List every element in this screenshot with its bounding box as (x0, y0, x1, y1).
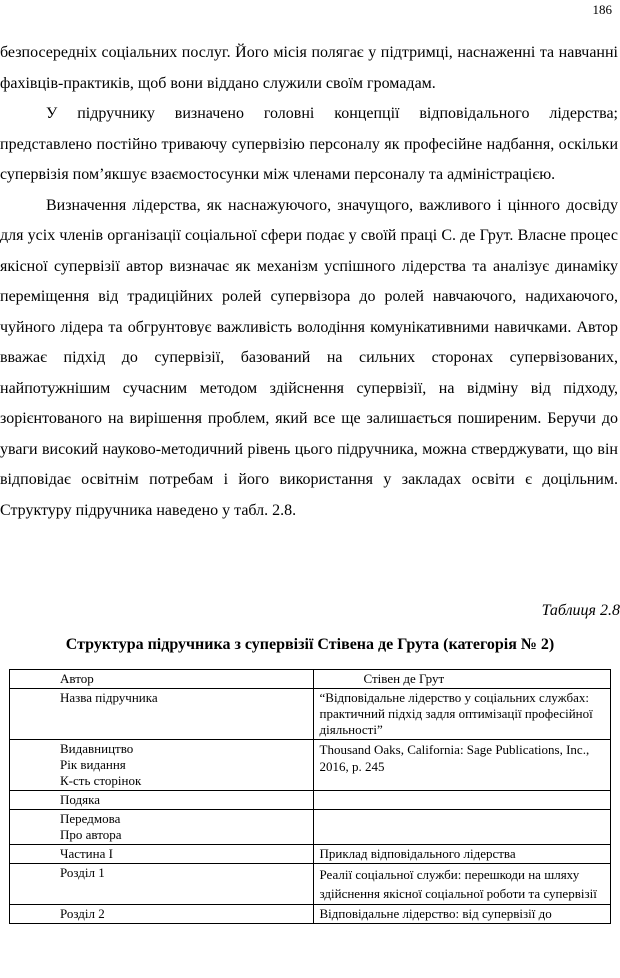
row-label: Видавництво (60, 741, 134, 756)
table-row (10, 689, 611, 740)
table-row (10, 905, 611, 924)
row-value: Реалії соціальної служби: перешкоди на шляху здійснення якісної соціальної роботи та супервізії (319, 867, 597, 901)
row-value: Thousand Oaks, California: Sage Publications, Inc., 2016, р. 245 (319, 742, 590, 774)
table-header-row (10, 670, 611, 689)
table-title: Структура підручника з супервізії Стівена де Грута (категорія № 2) (65, 636, 555, 653)
row-value: Відповідальне лідерство: від супервізії до (319, 906, 552, 921)
row-label: Про автора (60, 827, 122, 842)
row-value-cell (313, 689, 611, 740)
row-label: Розділ 2 (60, 906, 105, 921)
header-author-name: Стівен де Грут (313, 670, 611, 689)
row-value-cell (313, 845, 611, 864)
table-row (10, 791, 611, 810)
row-label: Передмова (60, 811, 121, 826)
row-label: Подяка (60, 792, 100, 807)
page-number: 186 (592, 2, 612, 17)
paragraph: безпосередніх соціальних послуг. Його місія полягає у підтримці, наснаженні та навчанні фахівців-практиків, щоб вони віддано служили своїм громадам. (0, 44, 618, 92)
row-value-cell (313, 905, 611, 924)
row-label: Рік видання (60, 757, 126, 772)
row-label: Частина І (60, 846, 113, 861)
row-value-cell (313, 810, 611, 845)
row-value: Приклад відповідального лідерства (319, 846, 516, 861)
table-caption: Таблиця 2.8 (541, 602, 620, 619)
row-label: Розділ 1 (60, 865, 105, 880)
body-text (0, 38, 618, 526)
table-row (10, 740, 611, 791)
paragraph: У підручнику визначено головні концепції відповідального лідерства; представлено постійно триваючу супервізію персоналу як професійне надбання, оскільки супервізія пом’якшує взаємостосунки між членами персоналу та адміністрацією. (0, 105, 618, 183)
row-value: “Відповідальне лідерство у соціальних службах: практичний підхід задля оптимізації професійної діяльності” (319, 690, 593, 737)
structure-table (9, 669, 611, 924)
row-label-cell (10, 810, 314, 845)
row-label-cell (10, 791, 314, 810)
table-row (10, 810, 611, 845)
row-label: Назва підручника (60, 690, 158, 705)
row-label-cell (10, 689, 314, 740)
header-author-label: Автор (10, 670, 314, 689)
row-value-cell (313, 791, 611, 810)
row-label-cell (10, 864, 314, 905)
row-label-cell (10, 740, 314, 791)
row-label-cell (10, 845, 314, 864)
row-label: К-сть сторінок (60, 773, 142, 788)
row-label-cell (10, 905, 314, 924)
paragraph: Визначення лідерства, як наснажуючого, значущого, важливого і цінного досвіду для усіх членів організації соціальної сфери подає у своїй праці С. де Грут. Власне процес якісної супервізії автор визначає як механізм успішного лідерства та аналізує динаміку переміщення від традиційних ролей супервізора до ролей навчаючого, надихаючого, чуйного лідера та обгрунтовує важливість володіння комунікативними навичками. Автор вважає підхід до супервізії, базований на сильних сторонах супервізованих, найпотужнішим сучасним методом здійснення супервізії, на відміну від підходу, зорієнтованого на вирішення проблем, який все ще залишається поширеним. Беручи до уваги високий науково-методичний рівень цього підручника, можна стверджувати, що він відповідає освітнім потребам і його використання у закладах освіти є доцільним. Структуру підручника наведено у табл. 2.8. (0, 196, 618, 519)
table-row (10, 845, 611, 864)
table-row (10, 864, 611, 905)
row-value-cell (313, 864, 611, 905)
row-value-cell (313, 740, 611, 791)
